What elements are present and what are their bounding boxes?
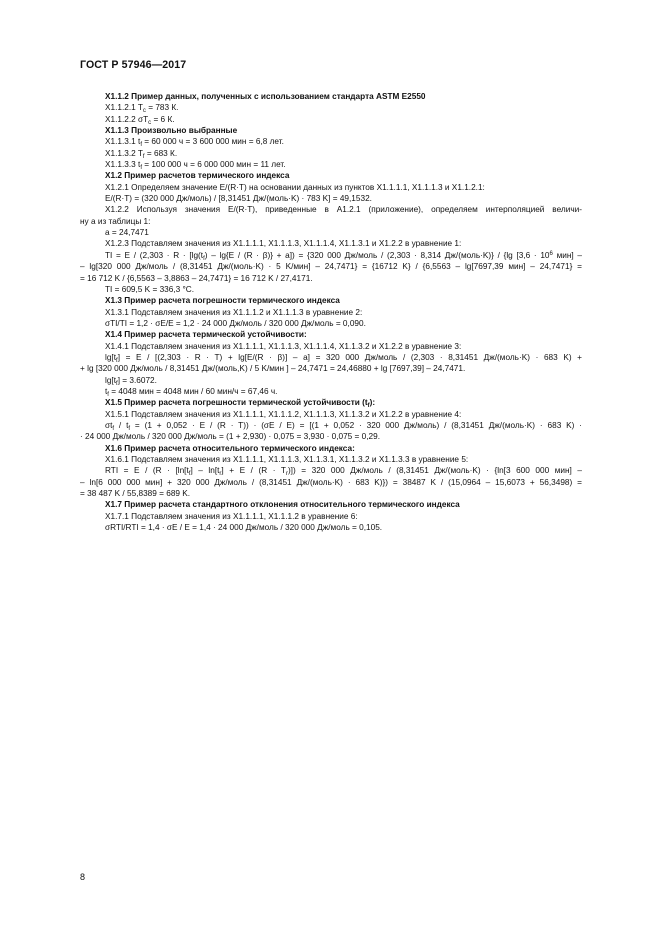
text-line: X1.2.2 Используя значения E/(R·T), приведенные в A1.2.1 (приложение), определяем интерполяцией величи-	[105, 205, 582, 215]
text-line: X1.5.1 Подставляем значения из X1.1.1.1, X1.1.1.2, X1.1.1.3, X1.1.3.2 и X1.2.2 в уравнение 4:	[105, 409, 462, 419]
document-code: ГОСТ Р 57946—2017	[80, 59, 187, 71]
page-number: 8	[80, 872, 86, 882]
formula-line: $\lg[t_f] = 3.6072$.	[105, 375, 157, 387]
heading-x1-4: X1.4 Пример расчета термической устойчивости:	[105, 330, 307, 340]
text-line: X1.4.1 Подставляем значения из X1.1.1.1, X1.1.1.3, X1.1.1.4, X1.1.3.2 и X1.2.2 в уравнение 3:	[105, 341, 462, 351]
formula-line: $t_f = 4048$ мин = 4048 мин / 60 мин/ч = 67,46 ч.	[105, 386, 278, 398]
text-line: X1.1.3.1 $t_f = 60$ 000 ч = 3 600 000 мин = 6,8 лет.	[105, 137, 284, 149]
document-body	[80, 91, 582, 533]
text-line: X1.7.1 Подставляем значения из X1.1.1.1, X1.1.1.2 в уравнение 6:	[105, 511, 358, 521]
text-line: X1.1.3.3 $t_f = 100$ 000 ч = 6 000 000 мин = 11 лет.	[105, 160, 286, 172]
text-line: ну a из таблицы 1:	[80, 216, 151, 226]
text-line: X1.6.1 Подставляем значения из X1.1.1.1, X1.1.1.3, X1.1.3.1, X1.1.3.2 и X1.1.3.3 в уравнение 5:	[105, 455, 469, 464]
formula-line: $\lg[t_f] = E / [(2,303 \cdot R \cdot T) + \lg[E/(R \cdot \beta)] - a] = 320$ 000 Дж/моль / (2,303 · 8,31451 Дж/(моль·K) · 683 K) +	[105, 352, 582, 364]
heading-x1-5: X1.5 Пример расчета погрешности термической устойчивости $(t_f)$:	[105, 398, 376, 410]
formula-line: a = 24,7471	[105, 228, 149, 238]
heading-x1-6: X1.6 Пример расчета относительного термического индекса:	[105, 443, 355, 453]
heading-x1-3: X1.3 Пример расчета погрешности термического индекса	[105, 296, 340, 306]
formula-line: = 16 712 K / {6,5563 – 3,8863 – 24,7471} = 16 712 K / 27,4171.	[80, 273, 313, 283]
formula-line: $\sigma t_f / t_f = (1 + 0,052 \cdot E / (R \cdot T)) \cdot (\sigma E / E) = [(1 + 0,052 \cdot 320$ 000 Дж/моль) / (8,31451 Дж/(моль·K) · 683 K) ·	[105, 420, 583, 432]
heading-x1-2: X1.2 Пример расчетов термического индекса	[105, 171, 290, 181]
formula-line: = 38 487 K / 55,8389 = 689 K.	[80, 489, 191, 499]
heading-x1-1-2: X1.1.2 Пример данных, полученных с использованием стандарта ASTM E2550	[105, 92, 426, 101]
text-line: X1.1.2.1 $T_c = 783$ К.	[105, 103, 179, 115]
text-line: X1.2.1 Определяем значение E/(R·T) на основании данных из пунктов X1.1.1.1, X1.1.1.3 и X1.1.2.1:	[105, 182, 485, 192]
text-line: X1.1.3.2 $T_f = 683$ К.	[105, 148, 178, 160]
formula-line: σRTI/RTI = 1,4 · σE / E = 1,4 · 24 000 Дж/моль / 320 000 Дж/моль = 0,105.	[105, 523, 383, 533]
formula-line: · 24 000 Дж/моль / 320 000 Дж/моль = (1 + 2,930) · 0,075 = 3,930 · 0,075 = 0,29.	[80, 432, 381, 442]
text-line: X1.3.1 Подставляем значения из X1.1.1.2 и X1.1.1.3 в уравнение 2:	[105, 307, 363, 317]
formula-line: E/(R·T) = (320 000 Дж/моль) / [8,31451 Дж/(моль·K) · 783 K] = 49,1532.	[105, 194, 372, 204]
formula-line: σTI/TI = 1,2 · σE/E = 1,2 · 24 000 Дж/моль / 320 000 Дж/моль = 0,090.	[105, 318, 366, 328]
heading-x1-7: X1.7 Пример расчета стандартного отклонения относительного термического индекса	[105, 500, 460, 510]
text-line: X1.2.3 Подставляем значения из X1.1.1.1, X1.1.1.3, X1.1.1.4, X1.1.3.1 и X1.2.2 в уравнение 1:	[105, 239, 462, 249]
formula-line: TI = 609,5 K = 336,3 °C.	[105, 284, 195, 294]
formula-line: TI = $E / (2,303 \cdot R \cdot [\lg(t_f) - \lg\{E / (R \cdot \beta)\} + a]) = \{320$ 000 Дж/моль / (2,303 · 8,314 Дж/(моль·K)} / {lg [$3,6 \cdot 10^6$ мин] –	[105, 250, 582, 262]
formula-line: – lg[320 000 Дж/моль / (8,31451 Дж/(моль·K) · 5 K/мин] – 24,7471} = {16712 K} / {6,5563 – lg[7697,39 мин] – 24,7471} =	[80, 262, 582, 272]
formula-line: RTI = $E / (R \cdot [\ln[t_f] - \ln[t_r] + E / (R \cdot T_r)]) = 320$ 000 Дж/моль / (8,31451 Дж/(моль·K) · {ln[3 600 000 мин] –	[105, 466, 582, 478]
formula-line: – ln[6 000 000 мин] + 320 000 Дж/моль / (8,31451 Дж/(моль·K) · 683 K)}) = 38487 K / (15,0964 – 15,6073 + 56,3498) =	[80, 477, 582, 487]
formula-line: + lg [320 000 Дж/моль / 8,31451 Дж/(моль,K) / 5 K/мин ] – 24,7471 = 24,46880 + lg [7697,39] – 24,7471.	[80, 364, 466, 374]
heading-x1-1-3: X1.1.3 Произвольно выбранные	[105, 126, 238, 136]
text-line: X1.1.2.2 $\sigma T_c = 6$ К.	[105, 114, 175, 126]
